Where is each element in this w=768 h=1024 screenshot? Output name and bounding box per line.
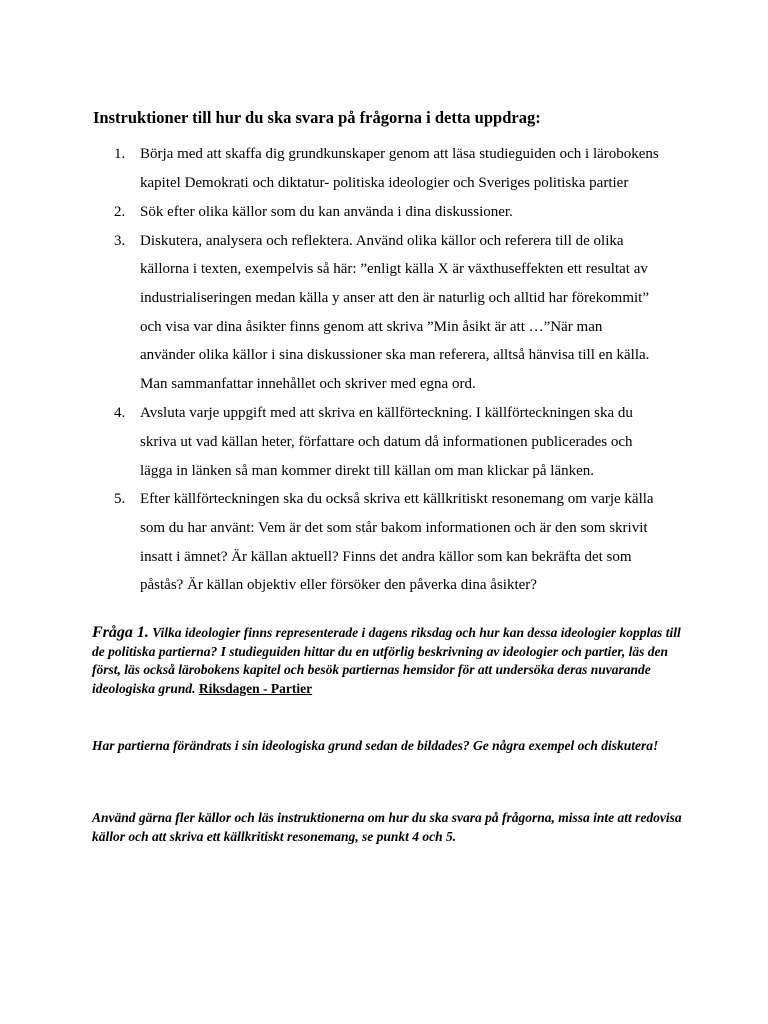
item-number: 4. [114, 405, 126, 421]
question-1-text: Vilka ideologier finns representerade i dagens riksdag och hur kan dessa ideologier kopplas till de politiska partierna? I studieguiden hittar du en utförlig beskrivning av ideologier och partier, läs den först, läs också lärobokens kapitel och besök partiernas hemsidor för att undersöka deras nuvarande ideologiska grund. [92, 625, 681, 696]
item-line: kapitel Demokrati och diktatur- politiska ideologier och Sveriges politiska partier [140, 175, 629, 191]
item-line: källorna i texten, exempelvis så här: ”enligt källa X är växthuseffekten ett resultat av [140, 261, 648, 277]
item-number: 3. [114, 233, 126, 249]
item-line: använder olika källor i sina diskussioner ska man referera, alltså hänvisa till en källa. [140, 347, 650, 363]
item-line: Efter källförteckningen ska du också skriva ett källkritiskt resonemang om varje källa [140, 491, 654, 507]
item-line: påstås? Är källan objektiv eller försöker den påverka dina åsikter? [140, 577, 537, 593]
question-1 [92, 624, 692, 698]
item-line: och visa var dina åsikter finns genom att skriva ”Min åsikt är att …”När man [140, 319, 603, 335]
item-number: 1. [114, 146, 126, 162]
item-number: 2. [114, 204, 126, 220]
item-line: insatt i ämnet? Är källan aktuell? Finns det andra källor som kan bekräfta det som [140, 549, 632, 565]
item-line: Diskutera, analysera och reflektera. Använd olika källor och referera till de olika [140, 233, 624, 249]
item-line: lägga in länken så man kommer direkt till källan om man klickar på länken. [140, 463, 595, 479]
closing-note: Använd gärna fler källor och läs instruktionerna om hur du ska svara på frågorna, missa inte att redovisa källor och att skriva ett källkritiskt resonemang, se punkt 4 och 5. [92, 810, 682, 844]
item-line: Börja med att skaffa dig grundkunskaper genom att läsa studieguiden och i lärobokens [140, 146, 659, 162]
item-line: Sök efter olika källor som du kan använda i dina diskussioner. [140, 204, 513, 220]
item-line: skriva ut vad källan heter, författare och datum då informationen publicerades och [140, 434, 633, 450]
riksdagen-partier-link[interactable]: Riksdagen - Partier [198, 680, 313, 696]
item-line: som du har använt: Vem är det som står bakom informationen och är den som skrivit [140, 520, 648, 536]
item-line: Man sammanfattar innehållet och skriver med egna ord. [140, 376, 476, 392]
question-2: Har partierna förändrats i sin ideologiska grund sedan de bildades? Ge några exempel och diskutera! [92, 738, 659, 753]
item-line: Avsluta varje uppgift med att skriva en källförteckning. I källförteckningen ska du [140, 405, 633, 421]
item-line: industrialiseringen medan källa y anser att den är naturlig och alltid har förekommit” [140, 290, 649, 306]
question-1-label: Fråga 1. [92, 624, 149, 641]
item-number: 5. [114, 491, 126, 507]
instructions-heading: Instruktioner till hur du ska svara på frågorna i detta uppdrag: [93, 108, 541, 127]
